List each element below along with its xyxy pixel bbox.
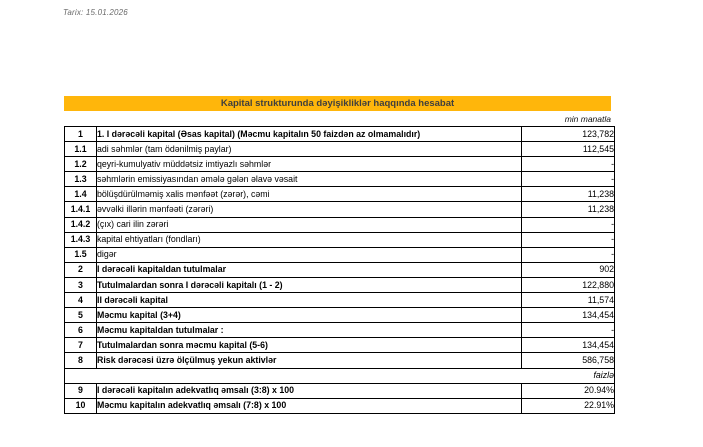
row-value-cell: 123,782 (522, 127, 615, 142)
table-row (65, 338, 615, 353)
row-value-cell: 134,454 (522, 308, 615, 323)
percent-note-cell: faizlə (65, 368, 615, 383)
row-number-cell: 10 (65, 398, 97, 413)
row-label-cell: səhmlərin emissiyasından əmələ gələn əlavə vəsait (97, 172, 522, 187)
row-number-cell: 4 (65, 293, 97, 308)
row-label-cell: Tutulmalardan sonra məcmu kapital (5-6) (97, 338, 522, 353)
table-row (65, 323, 615, 338)
table-row (65, 127, 615, 142)
row-label-cell: Risk dərəcəsi üzrə ölçülmuş yekun aktivlər (97, 353, 522, 368)
row-number-cell: 1.5 (65, 247, 97, 262)
row-value-cell: 586,758 (522, 353, 615, 368)
row-number-cell: 7 (65, 338, 97, 353)
row-value-cell: 22.91% (522, 398, 615, 413)
row-label-cell: adi səhmlər (tam ödənilmiş paylar) (97, 142, 522, 157)
row-label-cell: Məcmu kapital (3+4) (97, 308, 522, 323)
table-row (65, 217, 615, 232)
row-number-cell: 8 (65, 353, 97, 368)
row-label-cell: I dərəcəli kapitaldan tutulmalar (97, 262, 522, 277)
row-value-cell: - (522, 157, 615, 172)
table-row (65, 157, 615, 172)
row-value-cell: - (522, 232, 615, 247)
row-number-cell: 1.4.1 (65, 202, 97, 217)
report-date: Tarix: 15.01.2026 (63, 8, 128, 17)
capital-structure-report (64, 96, 614, 414)
row-number-cell: 5 (65, 308, 97, 323)
table-row (65, 293, 615, 308)
table-row (65, 172, 615, 187)
row-value-cell: - (522, 323, 615, 338)
table-row (65, 202, 615, 217)
row-label-cell: II dərəcəli kapital (97, 293, 522, 308)
row-value-cell: 11,238 (522, 187, 615, 202)
row-value-cell: 134,454 (522, 338, 615, 353)
row-number-cell: 1.2 (65, 157, 97, 172)
row-label-cell: I dərəcəli kapitalın adekvatlıq əmsalı (3:8) x 100 (97, 383, 522, 398)
row-number-cell: 3 (65, 277, 97, 292)
row-value-cell: - (522, 247, 615, 262)
unit-note: min manatla (564, 114, 611, 124)
row-number-cell: 1.4.2 (65, 217, 97, 232)
row-number-cell: 1.4.3 (65, 232, 97, 247)
table-row (65, 187, 615, 202)
table-row (65, 277, 615, 292)
row-number-cell: 9 (65, 383, 97, 398)
table-row (65, 142, 615, 157)
row-label-cell: qeyri-kumulyativ müddətsiz imtiyazlı səhmlər (97, 157, 522, 172)
report-title-bar: Kapital strukturunda dəyişikliklər haqqında hesabat (64, 96, 611, 111)
row-label-cell: Məcmu kapitaldan tutulmalar : (97, 323, 522, 338)
row-number-cell: 6 (65, 323, 97, 338)
row-label-cell: kapital ehtiyatları (fondları) (97, 232, 522, 247)
table-row (65, 353, 615, 368)
row-value-cell: 112,545 (522, 142, 615, 157)
row-value-cell: 902 (522, 262, 615, 277)
row-label-cell: bölüşdürülməmiş xalis mənfəət (zərər), cəmi (97, 187, 522, 202)
table-row (65, 383, 615, 398)
row-value-cell: 20.94% (522, 383, 615, 398)
row-number-cell: 1.3 (65, 172, 97, 187)
row-number-cell: 1.4 (65, 187, 97, 202)
row-number-cell: 2 (65, 262, 97, 277)
table-row (65, 262, 615, 277)
row-number-cell: 1.1 (65, 142, 97, 157)
row-label-cell: Məcmu kapitalın adekvatlıq əmsalı (7:8) x 100 (97, 398, 522, 413)
row-number-cell: 1 (65, 127, 97, 142)
table-row (65, 398, 615, 413)
table-row (65, 308, 615, 323)
row-label-cell: (çıx) cari ilin zərəri (97, 217, 522, 232)
row-value-cell: 122,880 (522, 277, 615, 292)
row-value-cell: - (522, 172, 615, 187)
table-row (65, 232, 615, 247)
row-label-cell: digər (97, 247, 522, 262)
row-value-cell: 11,574 (522, 293, 615, 308)
row-value-cell: - (522, 217, 615, 232)
table-row (65, 247, 615, 262)
percent-note-row (65, 368, 615, 383)
row-label-cell: Tutulmalardan sonra I dərəcəli kapitalı (1 - 2) (97, 277, 522, 292)
row-label-cell: 1. I dərəcəli kapital (Əsas kapital) (Məcmu kapitalın 50 faizdən az olmamalıdır) (97, 127, 522, 142)
report-table (64, 126, 615, 414)
report-table-body (65, 127, 615, 414)
row-label-cell: əvvəlki illərin mənfəəti (zərəri) (97, 202, 522, 217)
row-value-cell: 11,238 (522, 202, 615, 217)
